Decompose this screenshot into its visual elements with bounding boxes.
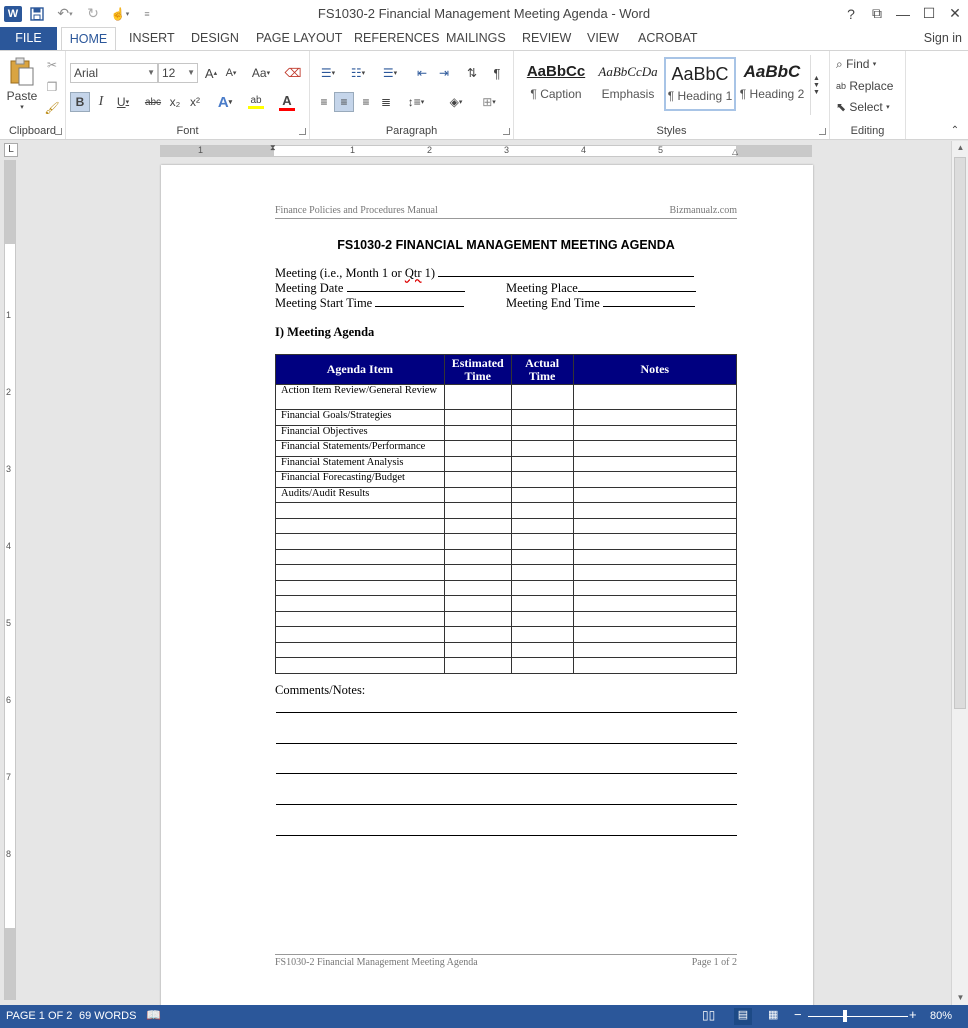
- cursor-icon: ⬉: [836, 100, 847, 114]
- highlight-color-swatch: [248, 106, 264, 109]
- notes-cell[interactable]: [573, 425, 736, 441]
- estimated-time-cell[interactable]: [444, 410, 511, 426]
- comment-line[interactable]: [276, 712, 737, 713]
- page-header: Finance Policies and Procedures Manual Bizmanualz.com: [275, 205, 737, 219]
- redo-icon[interactable]: ↻: [87, 5, 99, 21]
- notes-cell[interactable]: [573, 549, 736, 565]
- tab-review[interactable]: REVIEW: [522, 31, 572, 45]
- increase-indent-icon[interactable]: ⇥: [438, 66, 450, 80]
- shrink-font-button[interactable]: A ▾: [225, 67, 237, 79]
- estimated-time-cell[interactable]: [444, 441, 511, 457]
- tab-acrobat[interactable]: ACROBAT: [638, 31, 698, 45]
- table-row: [276, 534, 737, 550]
- print-layout-icon[interactable]: ▤: [734, 1008, 752, 1025]
- agenda-item-cell[interactable]: [276, 627, 445, 643]
- ribbon-tabs: [0, 27, 968, 50]
- find-button[interactable]: ⌕ Find ▾: [836, 56, 877, 71]
- actual-time-cell[interactable]: [511, 518, 573, 534]
- tab-file[interactable]: FILE: [0, 27, 57, 50]
- right-indent-marker-icon[interactable]: △: [732, 147, 739, 156]
- vertical-ruler[interactable]: 1 2 3 4 5 6 7 8: [4, 160, 16, 1000]
- style-caption[interactable]: AaBbCc ¶ Caption: [526, 63, 586, 101]
- notes-cell[interactable]: [573, 565, 736, 581]
- chevron-down-icon: ▼: [187, 68, 195, 77]
- agenda-item-cell[interactable]: Financial Objectives: [276, 425, 445, 441]
- zoom-slider-thumb[interactable]: [843, 1010, 847, 1022]
- chevron-down-icon: ▼: [147, 68, 155, 77]
- table-row: [276, 487, 737, 503]
- font-size-select[interactable]: 12 ▼: [158, 63, 198, 83]
- collapse-ribbon-icon[interactable]: ⌃: [950, 124, 960, 136]
- estimated-time-cell[interactable]: [444, 565, 511, 581]
- multilevel-list-icon[interactable]: ☰ ▾: [382, 66, 398, 80]
- window-title: FS1030-2 Financial Management Meeting Agenda - Word: [317, 6, 651, 21]
- decrease-indent-icon[interactable]: ⇤: [416, 66, 428, 80]
- estimated-time-cell[interactable]: [444, 642, 511, 658]
- agenda-item-cell[interactable]: [276, 611, 445, 627]
- justify-icon[interactable]: ≣: [380, 95, 392, 109]
- agenda-item-cell[interactable]: [276, 580, 445, 596]
- close-button[interactable]: ✕: [949, 5, 961, 21]
- zoom-level[interactable]: 80%: [930, 1010, 953, 1022]
- replace-icon: ab: [836, 81, 847, 91]
- meeting-start-time-field[interactable]: Meeting Start Time: [275, 296, 464, 311]
- estimated-time-cell[interactable]: [444, 611, 511, 627]
- cut-icon[interactable]: ✂: [46, 58, 58, 72]
- replace-button[interactable]: ab Replace: [836, 79, 894, 93]
- notes-cell[interactable]: [573, 642, 736, 658]
- actual-time-cell[interactable]: [511, 627, 573, 643]
- table-row: [276, 565, 737, 581]
- tab-home[interactable]: HOME: [61, 27, 116, 50]
- agenda-table-body: [276, 385, 737, 674]
- web-layout-icon[interactable]: ▦: [768, 1009, 779, 1021]
- paragraph-launcher-icon[interactable]: [503, 128, 510, 135]
- clipboard-group: Paste ▾ ✂ ❐ 🖌 Clipboard: [0, 51, 66, 139]
- table-row: [276, 627, 737, 643]
- agenda-item-cell[interactable]: [276, 518, 445, 534]
- strikethrough-button[interactable]: abc: [144, 96, 162, 108]
- comment-line[interactable]: [276, 804, 737, 805]
- tab-design[interactable]: DESIGN: [191, 31, 239, 45]
- notes-cell[interactable]: [573, 410, 736, 426]
- font-family-select[interactable]: Arial ▼: [70, 63, 158, 83]
- table-header-row: [276, 355, 737, 385]
- zoom-slider[interactable]: [808, 1016, 908, 1017]
- styles-group: AaBbCc ¶ Caption AaBbCcDa Emphasis AaBbC ¶ Heading 1 AaBbC ¶ Heading 2 ▲ ▼ ▼ Styles: [514, 51, 830, 139]
- font-launcher-icon[interactable]: [299, 128, 306, 135]
- tab-mailings[interactable]: MAILINGS: [446, 31, 506, 45]
- indent-marker-icon[interactable]: ⧗: [270, 143, 276, 152]
- table-row: [276, 456, 737, 472]
- clipboard-launcher-icon[interactable]: [55, 128, 62, 135]
- maximize-button[interactable]: ☐: [922, 5, 936, 21]
- column-header: Agenda Item: [276, 355, 445, 385]
- actual-time-cell[interactable]: [511, 472, 573, 488]
- style-emphasis[interactable]: AaBbCcDa Emphasis: [598, 64, 658, 101]
- actual-time-cell[interactable]: [511, 534, 573, 550]
- table-row: [276, 658, 737, 674]
- actual-time-cell[interactable]: [511, 658, 573, 674]
- paste-icon: [9, 57, 35, 87]
- zoom-out-icon[interactable]: −: [794, 1007, 802, 1022]
- column-header: Actual Time: [511, 355, 573, 385]
- column-header: Notes: [573, 355, 736, 385]
- agenda-item-cell[interactable]: [276, 503, 445, 519]
- table-row: [276, 410, 737, 426]
- borders-icon[interactable]: ⊞ ▾: [482, 95, 496, 109]
- tab-insert[interactable]: INSERT: [129, 31, 175, 45]
- shading-icon[interactable]: ◈ ▾: [449, 95, 463, 109]
- table-row: [276, 611, 737, 627]
- agenda-item-cell[interactable]: [276, 565, 445, 581]
- meeting-date-field[interactable]: Meeting Date: [275, 281, 465, 296]
- touch-mode-icon[interactable]: ☝ ▾: [110, 6, 130, 21]
- document-page[interactable]: [161, 165, 813, 1010]
- undo-icon[interactable]: ↶ ▾: [57, 5, 73, 21]
- zoom-in-icon[interactable]: +: [909, 1007, 917, 1022]
- agenda-item-cell[interactable]: [276, 596, 445, 612]
- section-heading: I) Meeting Agenda: [275, 325, 375, 339]
- grow-font-button[interactable]: A ▴: [204, 65, 218, 81]
- numbering-icon[interactable]: ☷ ▾: [350, 66, 366, 80]
- text-effects-button[interactable]: A ▾: [217, 93, 233, 111]
- estimated-time-cell[interactable]: [444, 472, 511, 488]
- agenda-item-cell[interactable]: Action Item Review/General Review: [276, 385, 445, 410]
- table-row: [276, 425, 737, 441]
- agenda-table[interactable]: [275, 354, 737, 674]
- clear-formatting-icon[interactable]: ⌫: [284, 66, 302, 80]
- table-row: [276, 580, 737, 596]
- estimated-time-cell[interactable]: [444, 580, 511, 596]
- meeting-end-time-field[interactable]: Meeting End Time: [506, 296, 695, 311]
- actual-time-cell[interactable]: [511, 503, 573, 519]
- minimize-button[interactable]: —: [896, 5, 910, 22]
- notes-cell[interactable]: [573, 627, 736, 643]
- actual-time-cell[interactable]: [511, 611, 573, 627]
- tab-references[interactable]: REFERENCES: [354, 31, 440, 45]
- estimated-time-cell[interactable]: [444, 596, 511, 612]
- estimated-time-cell[interactable]: [444, 534, 511, 550]
- paragraph-group: ☰ ▾ ☷ ▾ ☰ ▾ ⇤ ⇥ ⇅ ¶ ≡ ≡ ≡ ≣ ↕≡ ▾ ◈ ▾ ⊞ ▾ Paragraph: [310, 51, 514, 139]
- agenda-item-cell[interactable]: [276, 534, 445, 550]
- agenda-item-cell[interactable]: [276, 549, 445, 565]
- table-row: [276, 385, 737, 410]
- notes-cell[interactable]: [573, 658, 736, 674]
- format-painter-icon[interactable]: 🖌: [44, 101, 60, 115]
- proofing-icon[interactable]: 📖: [146, 1008, 161, 1022]
- document-title[interactable]: FS1030-2 FINANCIAL MANAGEMENT MEETING AGENDA: [337, 238, 675, 252]
- subscript-button[interactable]: x₂: [169, 95, 181, 109]
- align-center-icon[interactable]: ≡: [334, 92, 354, 112]
- notes-cell[interactable]: [573, 472, 736, 488]
- comment-line[interactable]: [276, 743, 737, 744]
- actual-time-cell[interactable]: [511, 565, 573, 581]
- actual-time-cell[interactable]: [511, 642, 573, 658]
- actual-time-cell[interactable]: [511, 580, 573, 596]
- scroll-down-icon[interactable]: ▼: [956, 993, 965, 1002]
- bullets-icon[interactable]: ☰ ▾: [320, 66, 336, 80]
- tab-selector-icon[interactable]: L: [4, 143, 18, 157]
- estimated-time-cell[interactable]: [444, 385, 511, 410]
- agenda-item-cell[interactable]: Audits/Audit Results: [276, 487, 445, 503]
- agenda-item-cell[interactable]: Financial Statements/Performance: [276, 441, 445, 457]
- agenda-item-cell[interactable]: [276, 642, 445, 658]
- scrollbar-thumb[interactable]: [954, 157, 966, 709]
- actual-time-cell[interactable]: [511, 596, 573, 612]
- binoculars-icon: ⌕: [836, 56, 843, 71]
- ribbon-display-options-button[interactable]: ⧉: [872, 5, 882, 21]
- tab-page-layout[interactable]: PAGE LAYOUT: [256, 31, 343, 45]
- agenda-item-cell[interactable]: Financial Statement Analysis: [276, 456, 445, 472]
- estimated-time-cell[interactable]: [444, 518, 511, 534]
- window-controls: [838, 0, 968, 27]
- notes-cell[interactable]: [573, 611, 736, 627]
- actual-time-cell[interactable]: [511, 385, 573, 410]
- notes-cell[interactable]: [573, 534, 736, 550]
- table-row: [276, 472, 737, 488]
- customize-qat-icon[interactable]: ≡: [144, 8, 150, 19]
- notes-cell[interactable]: [573, 456, 736, 472]
- table-row: [276, 441, 737, 457]
- notes-cell[interactable]: [573, 487, 736, 503]
- estimated-time-cell[interactable]: [444, 456, 511, 472]
- align-right-icon[interactable]: ≡: [362, 95, 370, 109]
- agenda-item-cell[interactable]: Financial Forecasting/Budget: [276, 472, 445, 488]
- estimated-time-cell[interactable]: [444, 503, 511, 519]
- actual-time-cell[interactable]: [511, 441, 573, 457]
- paste-button[interactable]: Paste ▾: [4, 55, 40, 113]
- actual-time-cell[interactable]: [511, 425, 573, 441]
- meeting-field[interactable]: Meeting (i.e., Month 1 or Qtr 1): [275, 266, 694, 281]
- estimated-time-cell[interactable]: [444, 627, 511, 643]
- notes-cell[interactable]: [573, 441, 736, 457]
- comments-label: Comments/Notes:: [275, 683, 366, 697]
- actual-time-cell[interactable]: [511, 410, 573, 426]
- styles-scroll[interactable]: ▲ ▼ ▼: [810, 55, 822, 115]
- meeting-place-field[interactable]: Meeting Place: [506, 281, 696, 296]
- read-mode-icon[interactable]: ▯▯: [702, 1008, 716, 1022]
- italic-button[interactable]: I: [98, 94, 104, 109]
- estimated-time-cell[interactable]: [444, 487, 511, 503]
- bold-button[interactable]: B: [70, 92, 90, 112]
- vertical-scrollbar[interactable]: [951, 141, 968, 1005]
- change-case-button[interactable]: Aa ▾: [251, 66, 271, 80]
- actual-time-cell[interactable]: [511, 549, 573, 565]
- table-row: [276, 503, 737, 519]
- copy-icon[interactable]: ❐: [46, 80, 58, 94]
- comment-line[interactable]: [276, 773, 737, 774]
- show-formatting-icon[interactable]: ¶: [493, 65, 501, 81]
- select-button[interactable]: ⬉ Select ▾: [836, 100, 890, 114]
- table-row: [276, 642, 737, 658]
- page-count[interactable]: PAGE 1 OF 2: [6, 1010, 73, 1022]
- estimated-time-cell[interactable]: [444, 425, 511, 441]
- notes-cell[interactable]: [573, 596, 736, 612]
- status-bar: [0, 1005, 968, 1028]
- table-row: [276, 549, 737, 565]
- word-app-icon[interactable]: W: [2, 3, 24, 25]
- align-left-icon[interactable]: ≡: [320, 95, 328, 109]
- sign-in-link[interactable]: Sign in: [923, 31, 962, 45]
- agenda-item-cell[interactable]: [276, 658, 445, 674]
- estimated-time-cell[interactable]: [444, 549, 511, 565]
- actual-time-cell[interactable]: [511, 456, 573, 472]
- font-color-button[interactable]: A: [274, 92, 300, 112]
- tab-view[interactable]: VIEW: [587, 31, 619, 45]
- notes-cell[interactable]: [573, 580, 736, 596]
- sort-icon[interactable]: ⇅: [466, 66, 478, 80]
- horizontal-ruler[interactable]: 1 1 2 3 4 5 ⧗ △: [160, 145, 812, 157]
- help-button[interactable]: ?: [847, 5, 855, 22]
- table-row: [276, 518, 737, 534]
- underline-button[interactable]: U ▾: [116, 95, 130, 109]
- table-row: [276, 596, 737, 612]
- notes-cell[interactable]: [573, 503, 736, 519]
- font-group: Arial ▼ 12 ▼ A ▴ A ▾ Aa ▾ ⌫ B I U ▾ abc x₂ x² A ▾ ab A Font: [66, 51, 310, 139]
- line-spacing-icon[interactable]: ↕≡ ▾: [407, 95, 425, 109]
- editing-group: ⌕ Find ▾ ab Replace ⬉ Select ▾ Editing: [830, 51, 906, 139]
- column-header: Estimated Time: [444, 355, 511, 385]
- actual-time-cell[interactable]: [511, 487, 573, 503]
- notes-cell[interactable]: [573, 385, 736, 410]
- styles-launcher-icon[interactable]: [819, 128, 826, 135]
- style-heading-2[interactable]: AaBbC ¶ Heading 2: [739, 62, 805, 101]
- scroll-up-icon[interactable]: ▲: [956, 143, 965, 152]
- page-footer: FS1030-2 Financial Management Meeting Agenda Page 1 of 2: [275, 954, 737, 970]
- estimated-time-cell[interactable]: [444, 658, 511, 674]
- spelling-error: Qtr: [404, 266, 422, 280]
- title-bar: [0, 0, 968, 27]
- word-count[interactable]: 69 WORDS: [79, 1010, 137, 1022]
- comment-line[interactable]: [276, 835, 737, 836]
- superscript-button[interactable]: x²: [190, 95, 200, 109]
- font-color-swatch: [279, 108, 295, 111]
- notes-cell[interactable]: [573, 518, 736, 534]
- style-heading-1[interactable]: AaBbC ¶ Heading 1: [664, 57, 736, 111]
- highlight-button[interactable]: ab: [242, 92, 270, 112]
- agenda-item-cell[interactable]: Financial Goals/Strategies: [276, 410, 445, 426]
- ribbon: [0, 50, 968, 140]
